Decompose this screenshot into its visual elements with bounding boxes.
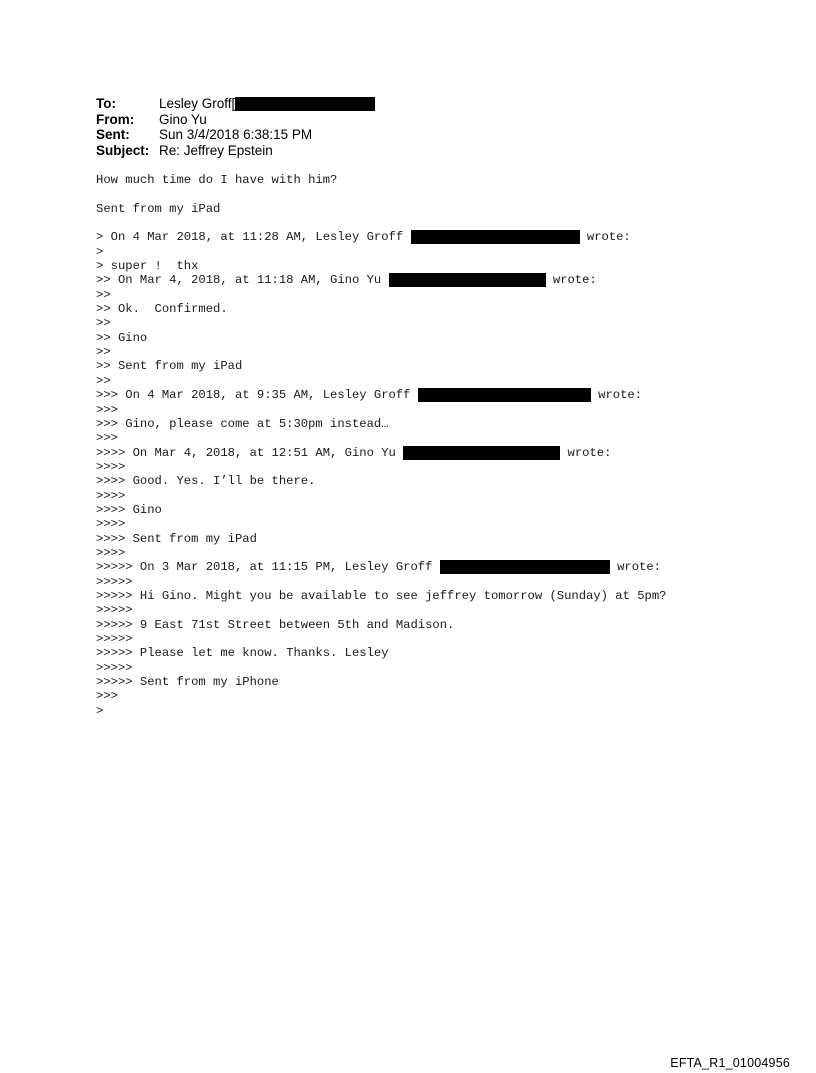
body-line: >>>	[96, 689, 118, 704]
body-line: >>>>>	[96, 660, 133, 675]
quote-header-line	[96, 560, 666, 574]
from-row	[96, 112, 375, 128]
sent-label: Sent:	[96, 127, 130, 142]
to-label: To:	[96, 96, 116, 111]
quote-header-suffix: wrote:	[545, 273, 597, 288]
body-line: >>>>> Sent from my iPhone	[96, 675, 279, 690]
body-line: >>>> Gino	[96, 502, 162, 517]
redaction-box	[440, 560, 610, 574]
body-line: >>>	[96, 431, 118, 446]
to-value	[159, 96, 375, 112]
blank-line	[96, 216, 666, 230]
quote-header-line	[96, 230, 666, 244]
body-line: How much time do I have with him?	[96, 173, 338, 187]
body-line: >>	[96, 373, 111, 388]
quote-header-line	[96, 446, 666, 460]
bates-number: EFTA_R1_01004956	[670, 1056, 790, 1070]
redaction-box	[403, 446, 560, 460]
body-line: >>>>	[96, 545, 126, 560]
email-body	[96, 173, 666, 718]
body-line: >>>>>	[96, 603, 133, 618]
quote-header-suffix: wrote:	[560, 445, 612, 460]
redaction-box	[389, 273, 546, 287]
body-line: >>>>> Hi Gino. Might you be available to see jeffrey tomorrow (Sunday) at 5pm?	[96, 588, 667, 603]
from-value: Gino Yu	[159, 111, 207, 127]
redaction-box	[418, 388, 591, 402]
quote-header-suffix: wrote:	[590, 388, 643, 403]
body-line: >>> Gino, please come at 5:30pm instead…	[96, 416, 389, 431]
quote-header-text: >> On Mar 4, 2018, at 11:18 AM, Gino Yu	[96, 273, 389, 288]
body-line: >> Gino	[96, 330, 148, 345]
redaction-box	[411, 230, 580, 244]
body-line: >>	[96, 316, 111, 331]
sent-value: Sun 3/4/2018 6:38:15 PM	[159, 127, 313, 142]
body-line: >> Ok. Confirmed.	[96, 302, 228, 317]
body-line: >	[96, 703, 104, 718]
to-name: Lesley Groff[	[159, 96, 236, 111]
blank-line	[96, 187, 666, 201]
body-line: >>>	[96, 402, 118, 417]
body-line: Sent from my iPad	[96, 201, 221, 216]
body-line: >	[96, 244, 104, 259]
from-label: From:	[96, 111, 135, 127]
body-line: >>>>	[96, 517, 126, 532]
body-line: >> Sent from my iPad	[96, 359, 243, 374]
redaction-box	[235, 97, 375, 111]
quote-header-text: >>> On 4 Mar 2018, at 9:35 AM, Lesley Groff	[96, 388, 418, 403]
body-line: >>>>	[96, 459, 126, 474]
body-line: >>>>	[96, 488, 126, 503]
quote-header-suffix: wrote:	[609, 560, 661, 575]
body-line: >>>>>	[96, 632, 133, 646]
subject-value: Re: Jeffrey Epstein	[159, 142, 273, 158]
body-line: >>>> Sent from my iPad	[96, 531, 257, 546]
quote-header-text: > On 4 Mar 2018, at 11:28 AM, Lesley Groff	[96, 230, 411, 245]
body-line: >>>>>	[96, 574, 133, 589]
email-header	[96, 96, 375, 158]
body-line: > super ! thx	[96, 259, 199, 274]
quote-header-text: >>>>> On 3 Mar 2018, at 11:15 PM, Lesley Groff	[96, 560, 440, 575]
subject-row	[96, 143, 375, 159]
body-line: >>>>> 9 East 71st Street between 5th and Madison.	[96, 617, 455, 632]
quote-header-text: >>>> On Mar 4, 2018, at 12:51 AM, Gino Yu	[96, 445, 404, 460]
to-row	[96, 96, 375, 112]
body-line: >>>> Good. Yes. I’ll be there.	[96, 474, 316, 489]
quote-header-suffix: wrote:	[579, 230, 631, 245]
sent-row	[96, 127, 375, 143]
quote-header-line	[96, 273, 666, 287]
body-line: >>>>> Please let me know. Thanks. Lesley	[96, 646, 389, 661]
body-line: >>	[96, 345, 111, 360]
subject-label: Subject:	[96, 142, 150, 158]
body-line: >>	[96, 287, 111, 302]
quote-header-line	[96, 388, 666, 402]
